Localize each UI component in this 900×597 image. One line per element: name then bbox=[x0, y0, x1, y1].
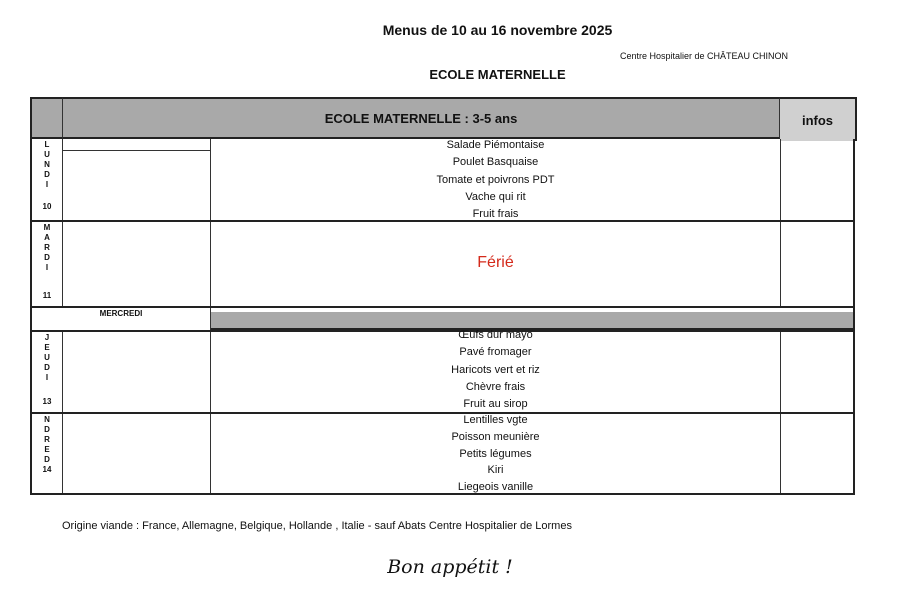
day-letter: N bbox=[44, 160, 50, 169]
day-letter: N bbox=[44, 415, 50, 424]
day-letter: D bbox=[44, 253, 50, 262]
table-header-main: ECOLE MATERNELLE : 3-5 ans bbox=[63, 97, 780, 139]
menu-item: Liegeois vanille bbox=[457, 481, 534, 494]
table-header-infos: infos bbox=[780, 97, 857, 141]
menu-item: Tomate et poivrons PDT bbox=[436, 173, 555, 186]
day-label-jeudi bbox=[30, 332, 63, 412]
page-title: Menus de 10 au 16 novembre 2025 bbox=[382, 22, 613, 38]
ferie-label: Férié bbox=[477, 254, 514, 271]
mardi-blank-cell bbox=[63, 222, 211, 306]
mardi-infos bbox=[780, 222, 855, 306]
day-label-mercredi: MERCREDI bbox=[30, 308, 211, 330]
vendredi-menu bbox=[211, 412, 780, 493]
jeudi-blank-cell bbox=[63, 332, 211, 412]
table-bottom-border bbox=[30, 493, 855, 495]
menu-item: Petits légumes bbox=[459, 447, 532, 460]
mercredi-gap bbox=[211, 308, 855, 312]
day-letter: I bbox=[45, 180, 49, 189]
menu-item: Fruit frais bbox=[472, 208, 519, 221]
lundi-infos bbox=[780, 139, 855, 220]
day-number: 11 bbox=[42, 291, 52, 300]
menu-item: Poulet Basquaise bbox=[452, 156, 539, 169]
day-letter: D bbox=[44, 455, 50, 464]
hospital-name: Centre Hospitalier de CHÂTEAU CHINON bbox=[620, 51, 789, 61]
jeudi-infos bbox=[780, 332, 855, 412]
day-letter: R bbox=[44, 243, 50, 252]
menu-item: Vache qui rit bbox=[465, 190, 526, 203]
cell-divider bbox=[63, 150, 210, 151]
day-letter: D bbox=[44, 170, 50, 179]
day-label-lundi bbox=[30, 139, 63, 220]
day-label-vendredi bbox=[30, 414, 63, 493]
bon-appetit: Bon appétit ! bbox=[387, 556, 513, 578]
meat-origin-note: Origine viande : France, Allemagne, Belgique, Hollande , Italie - sauf Abats Centre Hospitalier de Lormes bbox=[62, 520, 572, 532]
vendredi-infos bbox=[780, 414, 855, 493]
table-header-corner bbox=[30, 97, 63, 139]
day-letter: I bbox=[45, 263, 49, 272]
day-label-mardi bbox=[30, 222, 63, 306]
day-letter: A bbox=[44, 233, 50, 242]
day-letter: E bbox=[44, 343, 50, 352]
day-letter: D bbox=[44, 363, 50, 372]
menu-item: Lentilles vgte bbox=[463, 414, 528, 426]
vendredi-blank-cell bbox=[63, 414, 211, 493]
menu-item: Chèvre frais bbox=[465, 380, 526, 393]
jeudi-menu bbox=[211, 327, 780, 412]
menu-item: Pavé fromager bbox=[459, 346, 532, 359]
day-number: 10 bbox=[42, 202, 52, 211]
day-letter: U bbox=[44, 353, 50, 362]
lundi-menu bbox=[211, 137, 780, 220]
day-letter: D bbox=[44, 425, 50, 434]
menu-item: Fruit au sirop bbox=[463, 398, 528, 411]
day-letter: I bbox=[45, 373, 49, 382]
day-letter: L bbox=[44, 140, 50, 149]
lundi-blank-cell bbox=[63, 139, 211, 220]
menu-item: Haricots vert et riz bbox=[451, 363, 540, 376]
day-number: 14 bbox=[42, 465, 52, 474]
day-letter: U bbox=[44, 150, 50, 159]
day-letter: E bbox=[44, 445, 50, 454]
menu-item: Salade Piémontaise bbox=[446, 139, 545, 151]
menu-item: Poisson meunière bbox=[451, 430, 540, 443]
day-number: 13 bbox=[42, 397, 52, 406]
menu-item: Œufs dur mayo bbox=[458, 329, 533, 341]
day-letter: R bbox=[44, 435, 50, 444]
day-letter: M bbox=[43, 223, 51, 232]
menu-item: Kiri bbox=[487, 464, 504, 477]
page-subtitle: ECOLE MATERNELLE bbox=[429, 67, 566, 82]
day-letter: J bbox=[44, 333, 50, 342]
